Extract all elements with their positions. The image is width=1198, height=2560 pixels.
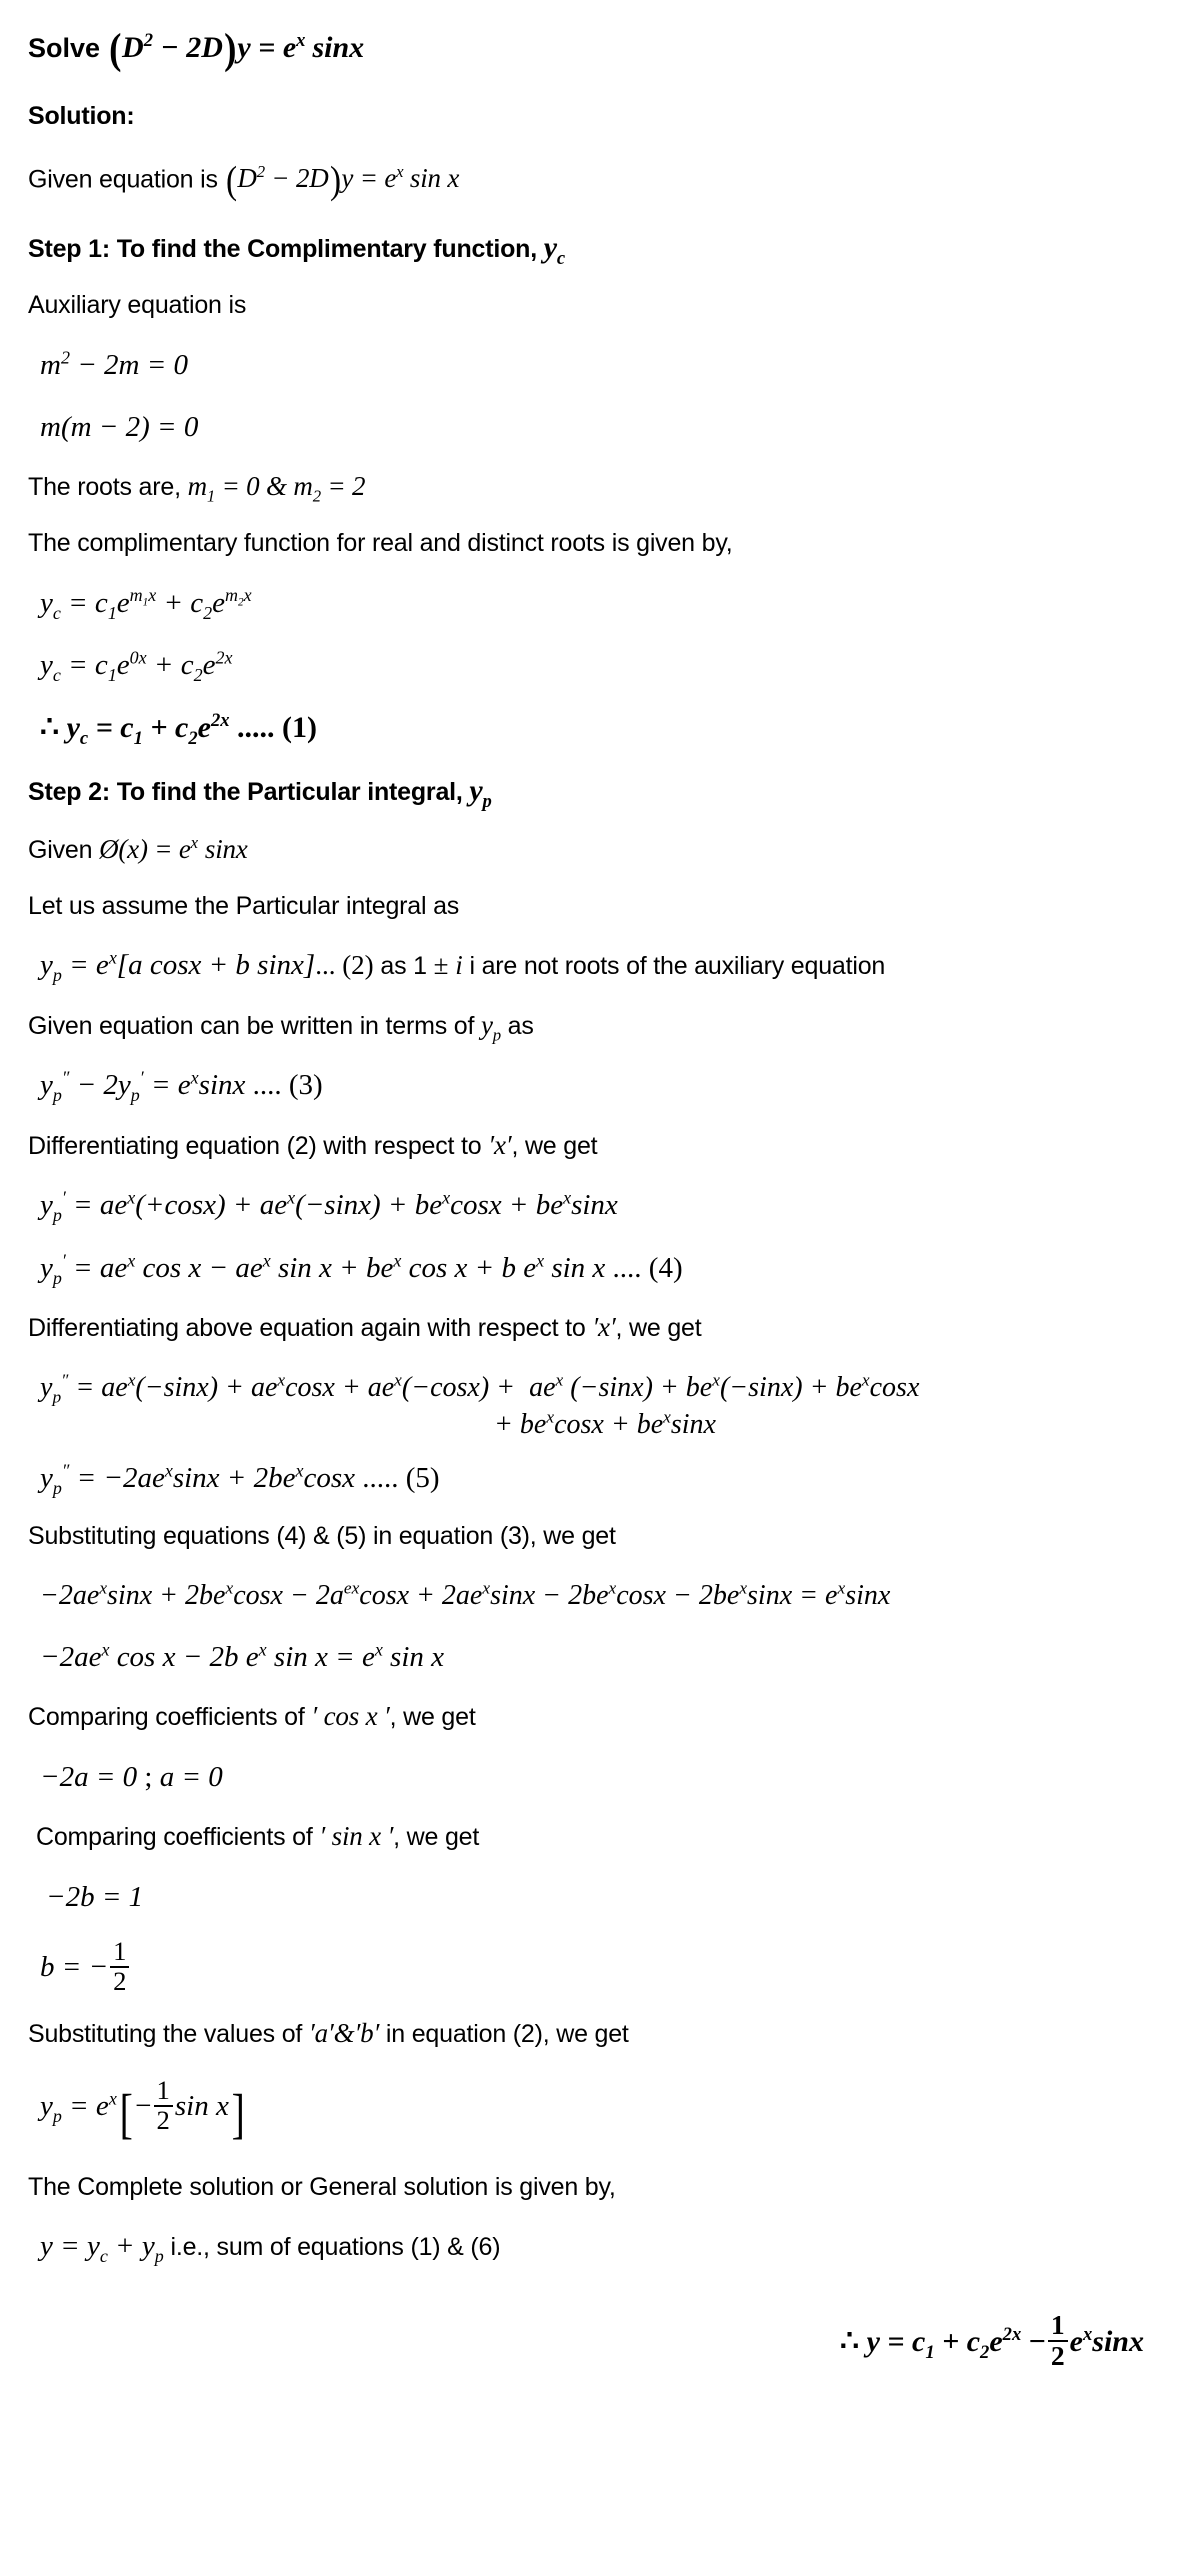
differentiate-eq2-variable: ′x′ <box>488 1129 512 1160</box>
equation-substituted-simplified <box>28 1626 1170 1688</box>
equation-5a-line1: $y_p'' = ae^x(-\sin x) + ae^x\cos x + ae^x(-\cos x) + ae^x$ $(-\sin x) + be^x(-\sin x) + be^x\cos x$ <box>40 1370 920 1407</box>
imaginary-unit: i <box>448 950 463 981</box>
equation-3 <box>28 1054 1170 1116</box>
equation-final-answer-math: ∴ $y = c_1 + c_2e^{2x}$ − $\frac{1}{2}$ $e^x\sin x$ <box>840 2309 1144 2372</box>
equation-2-tail-post: i are not roots of the auxiliary equation <box>462 952 886 981</box>
compare-cos-pre: Comparing coefficients of <box>28 1702 312 1731</box>
written-in-terms-line <box>28 997 1170 1055</box>
solution-label: Solution: <box>28 102 135 131</box>
equation-2-yp-assumption <box>28 934 1170 996</box>
written-terms-suffix: as <box>500 1011 534 1040</box>
equation-4b <box>28 1237 1170 1299</box>
equation-4a-math: $y_p' = ae^x(+\cos x) + ae^x(-\sin x) + be^x\cos x + be^x\sin x$ <box>40 1187 618 1226</box>
equation-4a <box>28 1174 1170 1236</box>
fraction-denominator: 2 <box>154 2105 173 2135</box>
equation-b-value-lhs: b = − <box>40 1950 109 1983</box>
given-equation-line <box>28 145 1170 217</box>
written-terms-symbol: $y_p$ <box>480 1009 501 1044</box>
equation-yc-general <box>28 572 1170 634</box>
compare-cos-post: , we get <box>389 1702 476 1731</box>
differentiate-eq2-label <box>28 1117 1170 1175</box>
equation-yc-substituted-math: $y_c = c_1e^{0x} + c_2e^{2x}$ <box>40 647 233 685</box>
fraction-denominator: 2 <box>1048 2340 1068 2371</box>
substitute-ab-math: ′a′&′b′ <box>308 2018 380 2049</box>
fraction-numerator: 1 <box>156 2075 170 2106</box>
fraction-numerator: 1 <box>113 1935 127 1966</box>
differentiate-eq2-pre: Differentiating equation (2) with respect to <box>28 1131 489 1160</box>
equation-yc-general-math: $y_c = c_1e^{m_1x} + c_2e^{m_2x}$ <box>40 585 252 623</box>
equation-sum-text: i.e., sum of equations (1) & (6) <box>163 2233 501 2262</box>
fraction-denominator: 2 <box>110 1966 129 1996</box>
equation-5b-math: $y_p'' = -2ae^x\sin x + 2be^x\cos x$ ..... (5) <box>40 1460 440 1498</box>
step-2-heading <box>28 760 1170 821</box>
complete-solution-label: The Complete solution or General solution is given by, <box>28 2172 616 2201</box>
equation-6-sin-term: sin x <box>174 2090 229 2123</box>
step-1-heading-symbol: $y_c$ <box>543 231 565 270</box>
compare-sin-post: , we get <box>393 1822 480 1851</box>
differentiate-again-pre: Differentiating above equation again with respect to <box>28 1313 593 1342</box>
equation-auxiliary-1 <box>28 334 1170 396</box>
equation-5a <box>28 1357 1170 1447</box>
given-equation-math: $(D^2 - 2D)y = e^x$ sin x <box>225 158 460 202</box>
equation-b-step1-math: −2b = 1 <box>46 1880 144 1913</box>
equation-substituted-long <box>28 1565 1170 1626</box>
plus-minus-symbol: ± <box>433 950 449 981</box>
equation-b-step1 <box>28 1866 1170 1928</box>
equation-substituted-simplified-math: $-2ae^x$ cos x − 2b $e^x$ $\sin x = e^x$ sin x <box>40 1638 445 1673</box>
title-equation: $(D^2 - 2D)y = e^x$ sinx <box>108 25 365 73</box>
differentiate-again-variable: ′x′ <box>592 1311 616 1342</box>
equation-auxiliary-1-math: $m^2 - 2m = 0$ <box>40 347 189 381</box>
step-1-heading <box>28 217 1170 278</box>
substitute-ab-label <box>28 2005 1170 2063</box>
substitute-45-label: Substituting equations (4) & (5) in equation (3), we get <box>28 1522 616 1551</box>
fraction-one-half-final <box>1048 2311 1068 2370</box>
written-terms-prefix: Given equation can be written in terms of <box>28 1011 481 1040</box>
equation-5a-line2: + $be^x\cos x + be^x\sin x$ <box>494 1407 716 1440</box>
equation-yc-substituted <box>28 634 1170 696</box>
given-phi-prefix: Given <box>28 835 100 864</box>
compare-cos-math: ′ cos x ′ <box>311 1700 390 1731</box>
equation-a-value <box>28 1746 1170 1808</box>
step-1-heading-text: Step 1: To find the Complimentary function, <box>28 235 544 264</box>
given-phi-math: Ø(x) = $e^x$ sinx <box>99 832 248 864</box>
roots-math: $m_1 = 0$ & $m_2 = 2$ <box>187 471 366 506</box>
auxiliary-equation-label: Auxiliary equation is <box>28 291 247 320</box>
step-2-heading-symbol: $y_p$ <box>469 773 492 812</box>
equation-4b-math: $y_p' = ae^x$ $\cos x - ae^x$ $\sin x + be^x$ cos x + b $e^x$ sin x .... (4) <box>40 1250 683 1288</box>
complimentary-function-statement: The complimentary function for real and distinct roots is given by, <box>28 529 733 558</box>
equation-substituted-long-math: $-2ae^x\sin x + 2be^x\cos x - 2a^{ex}\cos x + 2ae^x\sin x - 2be^x\cos x - 2be^x\sin x = e^x\sin x$ <box>40 1578 891 1611</box>
equation-2-tail-pre: as 1 <box>373 952 434 981</box>
title-prefix: Solve <box>28 32 108 63</box>
compare-sin-label <box>28 1808 1170 1866</box>
equation-5b <box>28 1447 1170 1509</box>
equation-1-yc-final-math: ∴ $y_c = c_1 + c_2e^{2x}$ ..... (1) <box>40 710 318 750</box>
roots-line <box>28 458 1170 516</box>
given-phi-line <box>28 821 1170 879</box>
assume-particular-integral-label: Let us assume the Particular integral as <box>28 891 460 920</box>
substitute-ab-post: in equation (2), we get <box>379 2020 629 2049</box>
equation-b-value <box>28 1928 1170 2006</box>
equation-a-value-math: −2a = 0 ; a = 0 <box>40 1760 223 1793</box>
equation-2-yp-assumption-math: $y_p = e^x[a$ cosx + b sinx] <box>40 947 316 986</box>
substitute-ab-pre: Substituting the values of <box>28 2020 309 2049</box>
equation-3-math: $y_p'' - 2y_p' = e^x\sin x$ .... (3) <box>40 1067 323 1106</box>
equation-sum-line <box>28 2215 1170 2277</box>
equation-sum-math: $y = y_c + y_p$ <box>40 2230 164 2266</box>
fraction-one-half-yp <box>154 2077 173 2135</box>
differentiate-again-label <box>28 1299 1170 1357</box>
equation-final-answer <box>28 2277 1170 2384</box>
equation-b-value-math <box>40 1935 131 1996</box>
compare-sin-math: ′ sin x ′ <box>319 1820 394 1851</box>
differentiate-eq2-post: , we get <box>511 1131 598 1160</box>
equation-1-yc-final <box>28 696 1170 759</box>
compare-sin-pre: Comparing coefficients of <box>36 1822 320 1851</box>
equation-6-yp-final-math: $y_p = e^x[-$ $\frac{1}{2}$ sin x] <box>40 2075 245 2144</box>
differentiate-again-post: , we get <box>615 1313 702 1342</box>
equation-auxiliary-2-math: m(m − 2) = 0 <box>40 411 199 444</box>
page-title <box>28 18 1170 89</box>
fraction-numerator: 1 <box>1050 2309 1065 2341</box>
roots-prefix: The roots are, <box>28 473 188 502</box>
equation-2-tag: ... (2) <box>315 950 374 981</box>
compare-cos-label <box>28 1688 1170 1746</box>
step-2-heading-text: Step 2: To find the Particular integral, <box>28 777 470 806</box>
equation-auxiliary-2 <box>28 396 1170 458</box>
given-equation-prefix: Given equation is <box>28 165 225 194</box>
equation-6-yp-final <box>28 2063 1170 2159</box>
fraction-one-half <box>110 1935 129 1996</box>
